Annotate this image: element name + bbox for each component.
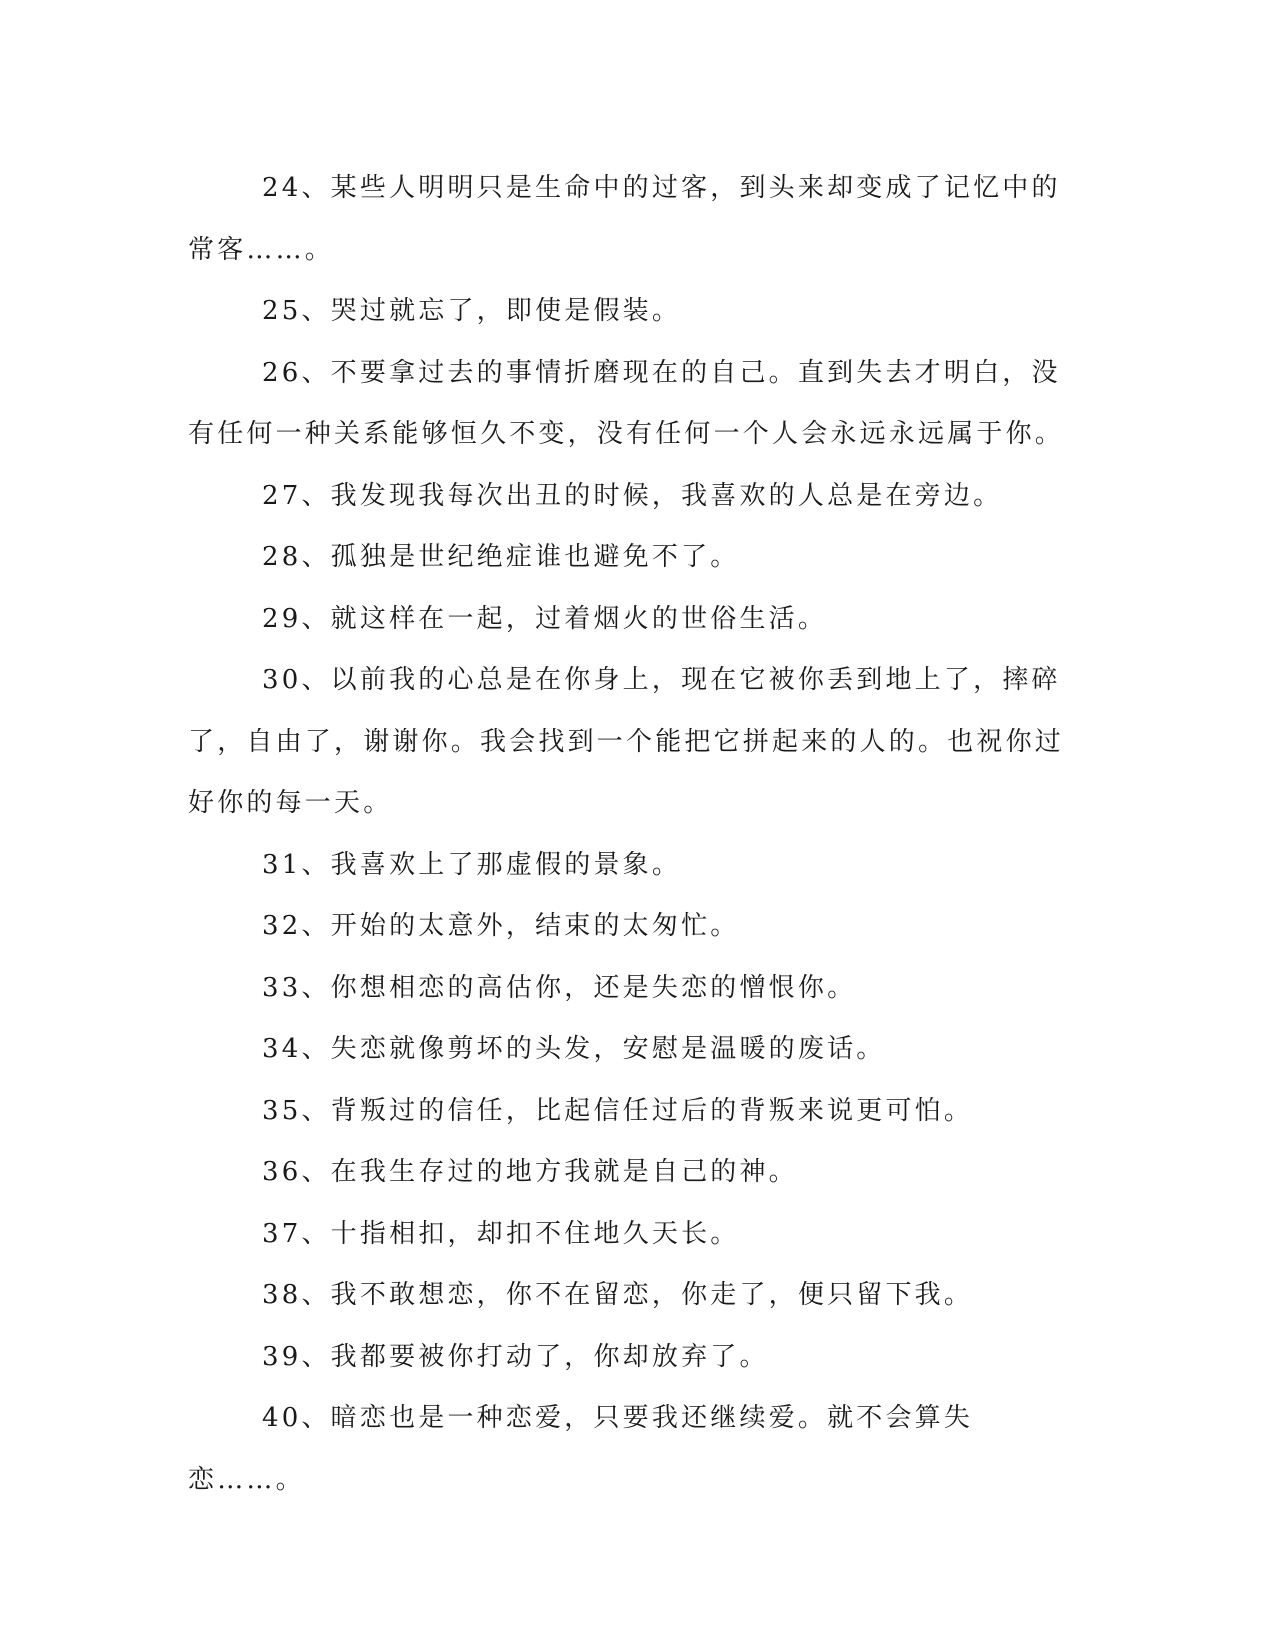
paragraph-36: 36、在我生存过的地方我就是自己的神。 [262,1157,798,1187]
paragraph-34: 34、失恋就像剪坏的头发，安慰是温暖的废话。 [262,1034,886,1064]
paragraph-39: 39、我都要被你打动了，你却放弃了。 [262,1341,769,1372]
paragraph-35: 35、背叛过的信任，比起信任过后的背叛来说更可怕。 [262,1095,974,1126]
paragraph-29: 29、就这样在一起，过着烟火的世俗生活。 [262,603,828,634]
paragraph-38: 38、我不敢想恋，你不在留恋，你走了，便只留下我。 [262,1280,974,1310]
document-body [188,158,1068,1511]
paragraph-40: 40、暗恋也是一种恋爱，只要我还继续爱。就不会算失恋……。 [188,1403,974,1495]
paragraph-25: 25、哭过就忘了，即使是假装。 [262,296,682,326]
paragraph-26: 26、不要拿过去的事情折磨现在的自己。直到失去才明白，没有任何一种关系能够恒久不变，没有任何一个人会永远永远属于你。 [188,357,1065,449]
paragraph-37: 37、十指相扣，却扣不住地久天长。 [262,1218,740,1249]
paragraph-33: 33、你想相恋的高估你，还是失恋的憎恨你。 [262,972,857,1003]
paragraph-24: 24、某些人明明只是生命中的过客，到头来却变成了记忆中的常客……。 [188,173,1061,265]
paragraph-32: 32、开始的太意外，结束的太匆忙。 [262,911,740,941]
paragraph-27: 27、我发现我每次出丑的时候，我喜欢的人总是在旁边。 [262,480,1003,511]
paragraph-30: 30、以前我的心总是在你身上，现在它被你丢到地上了，摔碎了，自由了，谢谢你。我会找到一个能把它拼起来的人的。也祝你过好你的每一天。 [188,665,1065,818]
paragraph-28: 28、孤独是世纪绝症谁也避免不了。 [262,542,740,572]
paragraph-31: 31、我喜欢上了那虚假的景象。 [262,849,682,880]
